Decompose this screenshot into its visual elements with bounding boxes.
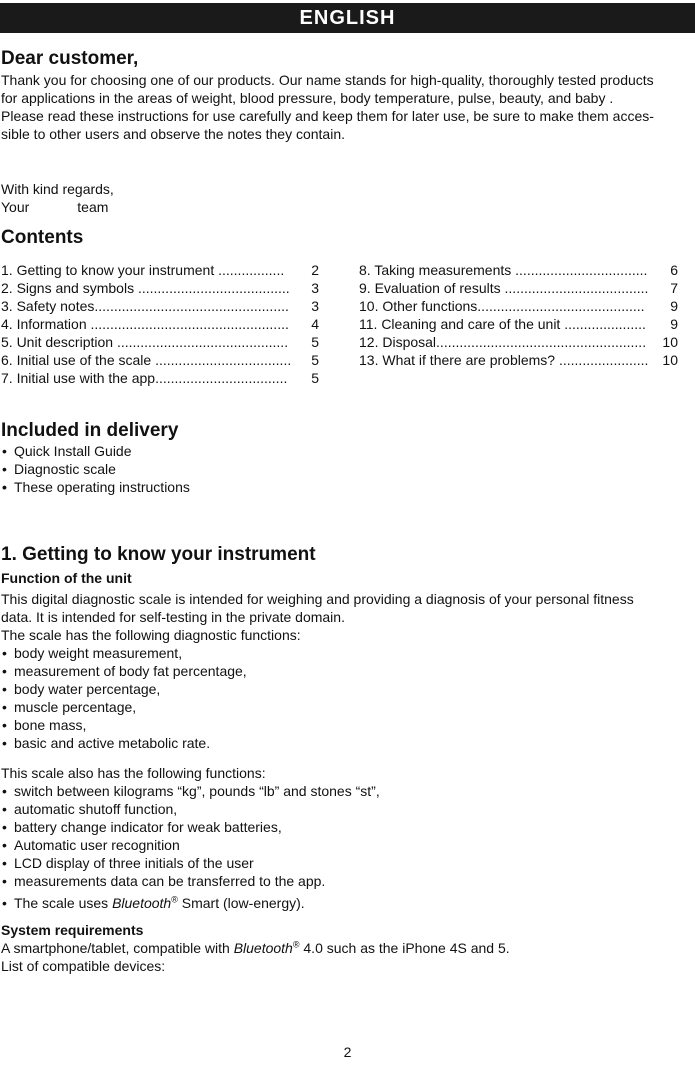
toc-label: 9. Evaluation of results ..................................... xyxy=(359,280,649,296)
toc-entry[interactable] xyxy=(1,297,319,315)
toc-label: 3. Safety notes.................................................. xyxy=(1,298,289,314)
list-item: • switch between kilograms “kg”, pounds “lb” and stones “st”, xyxy=(1,782,695,800)
closing-your: Your xyxy=(1,199,30,215)
toc-label: 6. Initial use of the scale ................................... xyxy=(1,352,292,368)
greeting-line: sible to other users and observe the notes they contain. xyxy=(1,126,345,142)
toc-page: 9 xyxy=(670,316,678,332)
toc-entry[interactable] xyxy=(359,279,678,297)
toc-left-column xyxy=(1,261,319,387)
toc-page: 3 xyxy=(311,298,319,314)
toc-page: 5 xyxy=(311,370,319,386)
sys-brand: Bluetooth xyxy=(233,940,293,956)
list-item: • Quick Install Guide xyxy=(1,442,695,460)
greeting-line: for applications in the areas of weight, blood pressure, body temperature, pulse, beauty, and baby . xyxy=(1,90,614,106)
compatible-line: List of compatible devices: xyxy=(1,958,166,974)
toc-label: 13. What if there are problems? ....................... xyxy=(359,352,649,368)
functions-intro: This scale also has the following functions: xyxy=(1,765,266,781)
list-item: • body weight measurement, xyxy=(1,644,695,662)
list-item: • Automatic user recognition xyxy=(1,836,695,854)
toc-right-column xyxy=(359,261,678,369)
list-item: • basic and active metabolic rate. xyxy=(1,734,695,752)
language-banner: ENGLISH xyxy=(0,3,695,33)
list-item: • LCD display of three initials of the user xyxy=(1,854,695,872)
list-item: • battery change indicator for weak batteries, xyxy=(1,818,695,836)
closing-team: team xyxy=(77,199,109,215)
toc-page: 2 xyxy=(311,262,319,278)
function-heading: Function of the unit xyxy=(1,570,132,586)
toc-label: 12. Disposal...................................................... xyxy=(359,334,647,350)
list-item: • Diagnostic scale xyxy=(1,460,695,478)
bt-reg: ® xyxy=(171,894,178,905)
toc-entry[interactable] xyxy=(1,333,319,351)
toc-label: 4. Information ................................................... xyxy=(1,316,289,332)
greeting-section xyxy=(1,48,695,70)
toc-label: 10. Other functions........................................... xyxy=(359,298,645,314)
closing-line: With kind regards, xyxy=(1,181,114,197)
toc-page: 4 xyxy=(311,316,319,332)
toc-page: 7 xyxy=(670,280,678,296)
greeting-line: Thank you for choosing one of our products. Our name stands for high-quality, thoroughly tested products xyxy=(1,72,654,88)
delivery-list xyxy=(1,442,695,496)
functions-list xyxy=(1,782,695,912)
list-item: • body water percentage, xyxy=(1,680,695,698)
toc-page: 10 xyxy=(662,352,678,368)
toc-entry[interactable] xyxy=(359,315,678,333)
bt-suffix: Smart (low-energy). xyxy=(177,895,305,911)
diagnostic-list xyxy=(1,644,695,752)
sys-reg: ® xyxy=(292,939,300,950)
body-line: The scale has the following diagnostic functions: xyxy=(1,627,301,643)
delivery-heading: Included in delivery xyxy=(1,420,179,441)
toc-entry[interactable] xyxy=(359,261,678,279)
list-item: • measurements data can be transferred to the app. xyxy=(1,872,695,890)
toc-label: 2. Signs and symbols ....................................... xyxy=(1,280,290,296)
toc-label: 1. Getting to know your instrument ................. xyxy=(1,262,285,278)
toc-entry[interactable] xyxy=(359,351,678,369)
body-line: data. It is intended for self-testing in the private domain. xyxy=(1,609,345,625)
sys-suffix: 4.0 such as the iPhone 4S and 5. xyxy=(299,940,510,956)
list-item: • measurement of body fat percentage, xyxy=(1,662,695,680)
toc-page: 5 xyxy=(311,352,319,368)
contents-heading-wrap xyxy=(1,227,695,249)
body-line: This digital diagnostic scale is intended for weighing and providing a diagnosis of your personal fitness xyxy=(1,591,634,607)
list-item: • automatic shutoff function, xyxy=(1,800,695,818)
toc-page: 3 xyxy=(311,280,319,296)
toc-entry[interactable] xyxy=(1,351,319,369)
bt-prefix: The scale uses xyxy=(14,895,113,911)
greeting-heading: Dear customer, xyxy=(1,48,139,69)
toc-entry[interactable] xyxy=(359,297,678,315)
system-line xyxy=(1,939,695,957)
toc-page: 5 xyxy=(311,334,319,350)
toc-entry[interactable] xyxy=(1,315,319,333)
toc-entry[interactable] xyxy=(1,261,319,279)
toc-label: 11. Cleaning and care of the unit ..................... xyxy=(359,316,646,332)
toc-entry[interactable] xyxy=(1,369,319,387)
sys-prefix: A smartphone/tablet, compatible with xyxy=(1,940,234,956)
toc-page: 10 xyxy=(662,334,678,350)
toc-label: 7. Initial use with the app.................................. xyxy=(1,370,288,386)
toc-label: 8. Taking measurements .................................. xyxy=(359,262,648,278)
section-1 xyxy=(1,544,695,975)
toc-page: 6 xyxy=(670,262,678,278)
greeting-line: Please read these instructions for use carefully and keep them for later use, be sure to make them acces- xyxy=(1,108,654,124)
system-heading: System requirements xyxy=(1,922,144,938)
list-item xyxy=(1,894,695,912)
greeting-body xyxy=(1,71,695,143)
list-item: • These operating instructions xyxy=(1,478,695,496)
section-heading: 1. Getting to know your instrument xyxy=(1,544,316,565)
delivery-section xyxy=(1,420,695,496)
list-item: • muscle percentage, xyxy=(1,698,695,716)
contents-heading: Contents xyxy=(1,227,84,248)
closing xyxy=(1,180,695,216)
toc-label: 5. Unit description ............................................ xyxy=(1,334,289,350)
list-item: • bone mass, xyxy=(1,716,695,734)
bt-brand: Bluetooth xyxy=(112,895,172,911)
toc-entry[interactable] xyxy=(359,333,678,351)
toc-entry[interactable] xyxy=(1,279,319,297)
toc-page: 9 xyxy=(670,298,678,314)
page-number: 2 xyxy=(343,1044,352,1060)
closing-signature xyxy=(1,198,695,216)
